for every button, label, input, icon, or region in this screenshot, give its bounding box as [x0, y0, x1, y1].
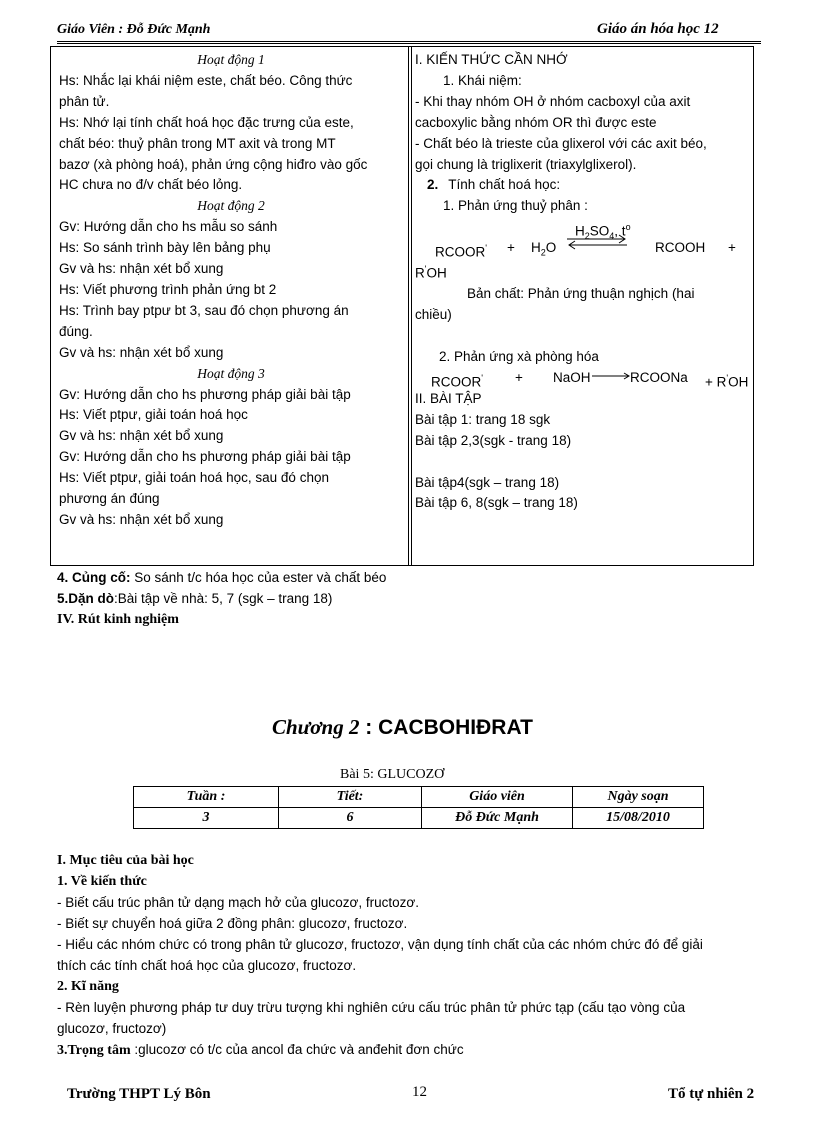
focus-line	[57, 1039, 777, 1061]
product-acid: RCOOH	[655, 240, 706, 256]
condition-sub: 2	[584, 231, 590, 242]
formula: O	[545, 240, 557, 256]
exercise-item: Bài tập 1: trang 18 sgk	[415, 411, 551, 427]
activity-line: Hs: Viết ptpư, giải toán hoá học	[59, 407, 248, 423]
condition-part: , t	[614, 223, 626, 239]
lesson-title	[340, 767, 444, 783]
chem-properties-title	[415, 175, 749, 196]
reactant-naoh: NaOH	[553, 370, 591, 386]
teacher-student-activities	[59, 50, 403, 531]
exercise-item: Bài tập 6, 8(sgk – trang 18)	[415, 495, 578, 511]
content-line: - Chất béo là trieste của glixerol với các axit béo,	[415, 135, 707, 151]
reaction-arrow-icon	[591, 364, 631, 387]
objective-line: - Biết cấu trúc phân tử dạng mạch hở của glucozơ, fructozơ.	[57, 895, 420, 910]
activity-line: Hs: Viết phương trình phản ứng bt 2	[59, 281, 277, 297]
formula: H	[531, 240, 541, 256]
value-period: 6	[279, 808, 422, 829]
header-period: Tiết:	[279, 787, 422, 808]
objectives-title: I. Mục tiêu của bài học	[57, 853, 194, 868]
activity-line: Gv và hs: nhận xét bổ xung	[59, 511, 224, 527]
plus-sign: +	[728, 240, 736, 256]
content-line: cacboxylic bằng nhóm OR thì được este	[415, 114, 657, 130]
activity-3-title: Hoạt động 3	[197, 365, 265, 381]
formula: RCOOR	[435, 244, 486, 260]
activity-line: Gv và hs: nhận xét bổ xung	[59, 428, 224, 444]
activity-line: bazơ (xà phòng hoá), phản ứng cộng hiđro vào gốc	[59, 156, 368, 172]
formula: OH	[728, 374, 749, 390]
header-rule-2	[57, 43, 761, 44]
lesson-info-table	[133, 786, 704, 829]
spacer	[415, 326, 749, 347]
homework-label: 5.Dặn dò	[57, 591, 115, 606]
activity-line: Gv: Hướng dẫn cho hs phương pháp giải bài tập	[59, 386, 351, 402]
formula: R	[415, 265, 425, 281]
activity-line: Gv và hs: nhận xét bổ xung	[59, 344, 224, 360]
column-divider	[408, 47, 409, 565]
exercise-item: Bài tập4(sgk – trang 18)	[415, 474, 560, 490]
activity-line: Gv: Hướng dẫn cho hs mẫu so sánh	[59, 219, 278, 235]
reactant-ester	[435, 238, 487, 263]
header-subject: Giáo án hóa học 12	[597, 21, 719, 37]
formula: OH	[426, 265, 447, 281]
objective-line: - Biết sự chuyển hoá giữa 2 đồng phân: glucozơ, fructozơ.	[57, 916, 408, 931]
plus-sign: +	[515, 370, 523, 386]
value-week: 3	[134, 808, 279, 829]
column-divider-2	[411, 47, 412, 565]
activity-line: Hs: Nhắc lại khái niệm este, chất béo. Công thức	[59, 72, 353, 88]
value-date: 15/08/2010	[573, 808, 704, 829]
activity-line: đúng.	[59, 323, 93, 339]
footer-school: Trường THPT Lý Bôn	[67, 1086, 211, 1102]
activity-line: Hs: So sánh trình bày lên bảng phụ	[59, 240, 271, 256]
chapter-title	[272, 715, 533, 740]
header-week: Tuần :	[134, 787, 279, 808]
chapter-label: Chương 2	[272, 715, 360, 739]
chapter-name: : CACBOHIĐRAT	[359, 716, 533, 739]
activity-line: Hs: Viết ptpư, giải toán hoá học, sau đó chọn	[59, 470, 329, 486]
homework	[57, 588, 332, 609]
consolidation-text: So sánh t/c hóa học của ester và chất béo	[130, 570, 387, 585]
hydrolysis-equation	[415, 238, 749, 259]
page-number: 12	[412, 1084, 427, 1100]
activity-2-title: Hoạt động 2	[197, 198, 265, 214]
content-line: gọi chung là triglixerit (triaxylglixerol).	[415, 156, 637, 172]
hydrolysis-title: 1. Phản ứng thuỷ phân :	[443, 198, 588, 214]
exercise-item: Bài tập 2,3(sgk - trang 18)	[415, 432, 572, 448]
activity-line: HC chưa no đ/v chất béo lỏng.	[59, 177, 243, 193]
plus-sign: +	[507, 240, 515, 256]
lesson-activity-table	[50, 46, 754, 566]
formula-sup: '	[485, 243, 487, 254]
reaction-nature-cont: chiều)	[415, 307, 452, 323]
condition-sub: 4	[609, 231, 615, 242]
activity-line: Gv: Hướng dẫn cho hs phương pháp giải bài tập	[59, 449, 351, 465]
footer-department: Tổ tự nhiên 2	[668, 1086, 755, 1102]
formula-sup: '	[481, 373, 483, 384]
formula-sub: 2	[540, 247, 546, 258]
lessons-learned-heading: IV. Rút kinh nghiệm	[57, 612, 179, 627]
skills-heading: 2. Kĩ năng	[57, 979, 119, 994]
knowledge-title: I. KIẾN THỨC CẦN NHỚ	[415, 52, 568, 67]
condition-sup: o	[625, 222, 631, 233]
exercises-title: II. BÀI TẬP	[415, 390, 482, 406]
table-header-row	[134, 787, 704, 808]
lesson-content	[415, 50, 749, 514]
consolidation	[57, 567, 386, 588]
knowledge-heading: 1. Về kiến thức	[57, 874, 147, 889]
activity-line: phân tử.	[59, 93, 110, 109]
activity-line: chất béo: thuỷ phân trong MT axit và trong MT	[59, 135, 336, 151]
activity-line: Hs: Nhớ lại tính chất hoá học đặc trưng của este,	[59, 114, 354, 130]
activity-line: Gv và hs: nhận xét bổ xung	[59, 261, 224, 277]
saponification-equation	[415, 368, 749, 389]
objective-line: thích các tính chất hoá học của glucozơ, fructozơ.	[57, 958, 357, 973]
activity-line: Hs: Trình bay ptpư bt 3, sau đó chọn phương án	[59, 302, 349, 318]
focus-text: :glucozơ có t/c của ancol đa chức và anđehit đơn chức	[130, 1042, 464, 1057]
reaction-nature: Bản chất: Phản ứng thuận nghịch (hai	[467, 286, 695, 302]
product-soap: RCOONa	[630, 370, 688, 386]
table-row	[134, 808, 704, 829]
lesson-objectives	[57, 850, 777, 1061]
focus-label: 3.Trọng tâm	[57, 1043, 131, 1058]
formula-sup: '	[726, 373, 729, 384]
objective-line: - Rèn luyện phương pháp tư duy trừu tượng khi nghiên cứu cấu trúc phân tử phức tạp (cấu tạo vòng của	[57, 1000, 686, 1015]
activity-1-title: Hoạt động 1	[197, 52, 265, 67]
header-teacher: Giáo viên	[422, 787, 573, 808]
lesson-label: Bài 5:	[340, 767, 374, 782]
reactant-water	[531, 238, 556, 264]
objective-line: glucozơ, fructozơ)	[57, 1021, 167, 1036]
condition-part: H	[575, 223, 585, 239]
reversible-arrow-icon	[565, 232, 629, 259]
section-number: 2.	[427, 177, 439, 193]
formula-sup: '	[424, 264, 427, 275]
lesson-name: GLUCOZƠ	[373, 767, 445, 782]
product-alcohol	[705, 368, 748, 393]
homework-text: :Bài tập về nhà: 5, 7 (sgk – trang 18)	[114, 591, 333, 606]
header-rule	[57, 41, 761, 42]
formula: RCOOR	[431, 374, 482, 390]
consolidation-label: 4. Củng cố:	[57, 570, 131, 585]
objective-line: - Hiểu các nhóm chức có trong phân tử glucozơ, fructozơ, vận dụng tính chất của các nhóm chức đó để giải	[57, 937, 703, 952]
header-teacher: Giáo Viên : Đỗ Đức Mạnh	[57, 22, 211, 37]
section-title: Tính chất hoá học:	[448, 177, 561, 193]
condition-part: SO	[589, 223, 610, 239]
value-teacher: Đỗ Đức Mạnh	[422, 808, 573, 829]
formula: + R	[705, 374, 727, 390]
reactant-ester	[431, 368, 483, 393]
saponification-title: 2. Phản ứng xà phòng hóa	[439, 349, 599, 365]
spacer	[415, 452, 749, 473]
activity-line: phương án đúng	[59, 491, 160, 507]
content-line: - Khi thay nhóm OH ở nhóm cacboxyl của axit	[415, 93, 691, 109]
header-date: Ngày soạn	[573, 787, 704, 808]
concept-title: 1. Khái niệm:	[443, 72, 522, 88]
